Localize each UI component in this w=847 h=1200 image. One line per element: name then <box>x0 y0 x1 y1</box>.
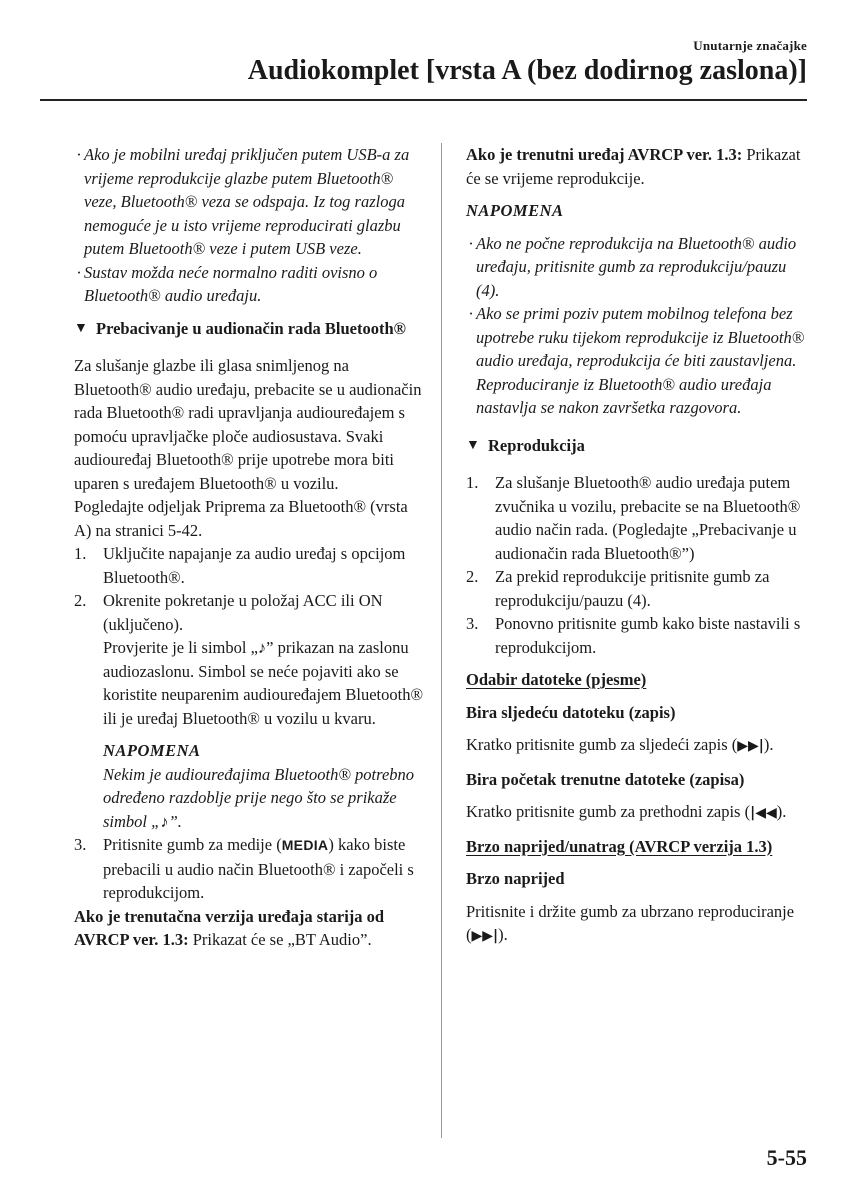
note-label: NAPOMENA <box>103 741 201 760</box>
step-number: 2. <box>466 567 479 586</box>
avrcp13-paragraph: Ako je trenutni uređaj AVRCP ver. 1.3: Prikazat će se vrijeme reprodukcije. <box>466 145 801 188</box>
step-item <box>466 565 812 612</box>
avrcp-old-paragraph: Ako je trenutačna verzija uređaja starija od AVRCP ver. 1.3: Prikazat će se „BT Audio”. <box>74 906 385 949</box>
step-number: 1. <box>74 544 87 563</box>
bullet-item <box>74 261 424 308</box>
step-item <box>466 612 812 659</box>
previous-track-icon: |◀◀ <box>750 805 777 821</box>
step-text: Okrenite pokretanje u položaj ACC ili ON (uključeno). <box>103 591 383 634</box>
column-divider <box>441 143 442 1138</box>
step-text: Ponovno pritisnite gumb kako biste nastavili s reprodukcijom. <box>495 614 801 657</box>
right-column <box>466 143 812 949</box>
step-number: 3. <box>74 835 87 854</box>
step-item <box>74 542 424 589</box>
bullet-dot: · <box>76 145 82 164</box>
bullet-text: Ako ne počne reprodukcija na Bluetooth® audio uređaju, pritisnite gumb za reprodukciju/pauzu (4). <box>476 233 797 300</box>
bullet-dot: · <box>76 262 82 282</box>
next-file-text: Kratko pritisnite gumb za sljedeći zapis (▶▶|). <box>466 735 774 754</box>
step-text: Za slušanje Bluetooth® audio uređaja putem zvučnika u vozilu, prebacite se na Bluetooth® audio način rada. (Pogledajte „Prebacivanje u audionačin rada Bluetooth®”) <box>495 473 801 563</box>
subheading-text: Prebacivanje u audionačin rada Bluetooth® <box>96 318 406 338</box>
bullet-dot: · <box>468 233 474 253</box>
bullet-text: Ako se primi poziv putem mobilnog telefona bez upotrebe ruku tijekom reprodukcije iz Bluetooth® audio uređaja, reprodukcija će biti zaustavljena. Reproduciranje iz Bluetooth® audio uređaja nastavlja se nakon završetka razgovora. <box>476 304 805 417</box>
step-detail: Provjerite je li simbol „♪” prikazan na zaslonu audiozaslonu. Simbol se neće pojaviti ako se koristite neuparenim audiouređajem Bluetooth® ili je uređaj Bluetooth® u vozilu u kvaru. <box>103 638 423 728</box>
bullet-dot: · <box>468 304 474 323</box>
step-number: 2. <box>74 591 87 610</box>
start-file-text: Kratko pritisnite gumb za prethodni zapis (|◀◀). <box>466 802 787 821</box>
step-text: Pritisnite gumb za medije (MEDIA) kako biste prebacili u audio način Bluetooth® i započeli s reprodukcijom. <box>103 835 414 902</box>
bullet-text: Sustav možda neće normalno raditi ovisno o Bluetooth® audio uređaju. <box>84 262 378 305</box>
step-text: Za prekid reprodukcije pritisnite gumb za reprodukciju/pauzu (4). <box>495 567 770 610</box>
bullet-text: Ako je mobilni uređaj priključen putem USB-a za vrijeme reprodukcije glazbe putem Bluetooth® veze, Bluetooth® veza se odspaja. Iz tog razloga nemoguće je u isto vrijeme reproducirati glazbu putem Bluetooth® veze i putem USB veze. <box>84 145 410 258</box>
file-select-heading: Odabir datoteke (pjesme) <box>466 670 647 689</box>
page-title: Audiokomplet [vrsta A (bez dodirnog zaslona)] <box>247 55 807 86</box>
section-label: Unutarnje značajke <box>693 38 807 53</box>
left-column <box>74 143 424 952</box>
next-file-heading: Bira sljedeću datoteku (zapis) <box>466 702 676 722</box>
bullet-item <box>466 302 812 420</box>
fast-forward-subheading: Brzo naprijed <box>466 869 565 888</box>
paragraph-reference: Pogledajte odjeljak Priprema za Bluetooth® (vrsta A) na stranici 5-42. <box>74 497 408 540</box>
triangle-down-icon: ▼ <box>466 437 480 453</box>
note-block <box>74 739 424 833</box>
step-item <box>466 471 812 565</box>
note-text: Nekim je audiouređajima Bluetooth® potrebno određeno razdoblje prije nego što se prikaže simbol „♪”. <box>103 764 415 831</box>
page-number: 5-55 <box>766 1145 807 1170</box>
subheading-playback <box>466 434 812 458</box>
step-text: Uključite napajanje za audio uređaj s opcijom Bluetooth®. <box>103 544 406 587</box>
fast-forward-heading: Brzo naprijed/unatrag (AVRCP verzija 1.3) <box>466 836 773 856</box>
media-button-icon: MEDIA <box>281 837 329 853</box>
next-track-icon: ▶▶| <box>737 738 764 754</box>
subheading-text: Reprodukcija <box>488 435 585 455</box>
music-note-icon: ♪ <box>257 638 267 657</box>
step-item <box>74 589 424 636</box>
bullet-item <box>74 143 424 261</box>
step-number: 3. <box>466 614 479 633</box>
note-label: NAPOMENA <box>466 201 564 220</box>
subheading-bluetooth-mode <box>74 317 424 341</box>
fast-forward-text: Pritisnite i držite gumb za ubrzano reproduciranje (▶▶|). <box>466 901 795 944</box>
step-number: 1. <box>466 473 479 492</box>
music-note-icon: ♪ <box>160 811 169 831</box>
start-file-heading: Bira početak trenutne datoteke (zapisa) <box>466 769 745 789</box>
paragraph-intro: Za slušanje glazbe ili glasa snimljenog na Bluetooth® audio uređaju, prebacite se u audionačin rada Bluetooth® radi upravljanja audiouređajem s pomoću upravljačke ploče audiosustava. Svaki audiouređaj Bluetooth® prije upotrebe mora biti uparen s uređajem Bluetooth® u vozilu. <box>74 356 422 493</box>
header-rule <box>40 99 807 101</box>
fast-forward-icon: ▶▶| <box>471 928 499 944</box>
bullet-item <box>466 232 812 303</box>
step-item <box>74 833 424 905</box>
triangle-down-icon: ▼ <box>74 320 88 336</box>
